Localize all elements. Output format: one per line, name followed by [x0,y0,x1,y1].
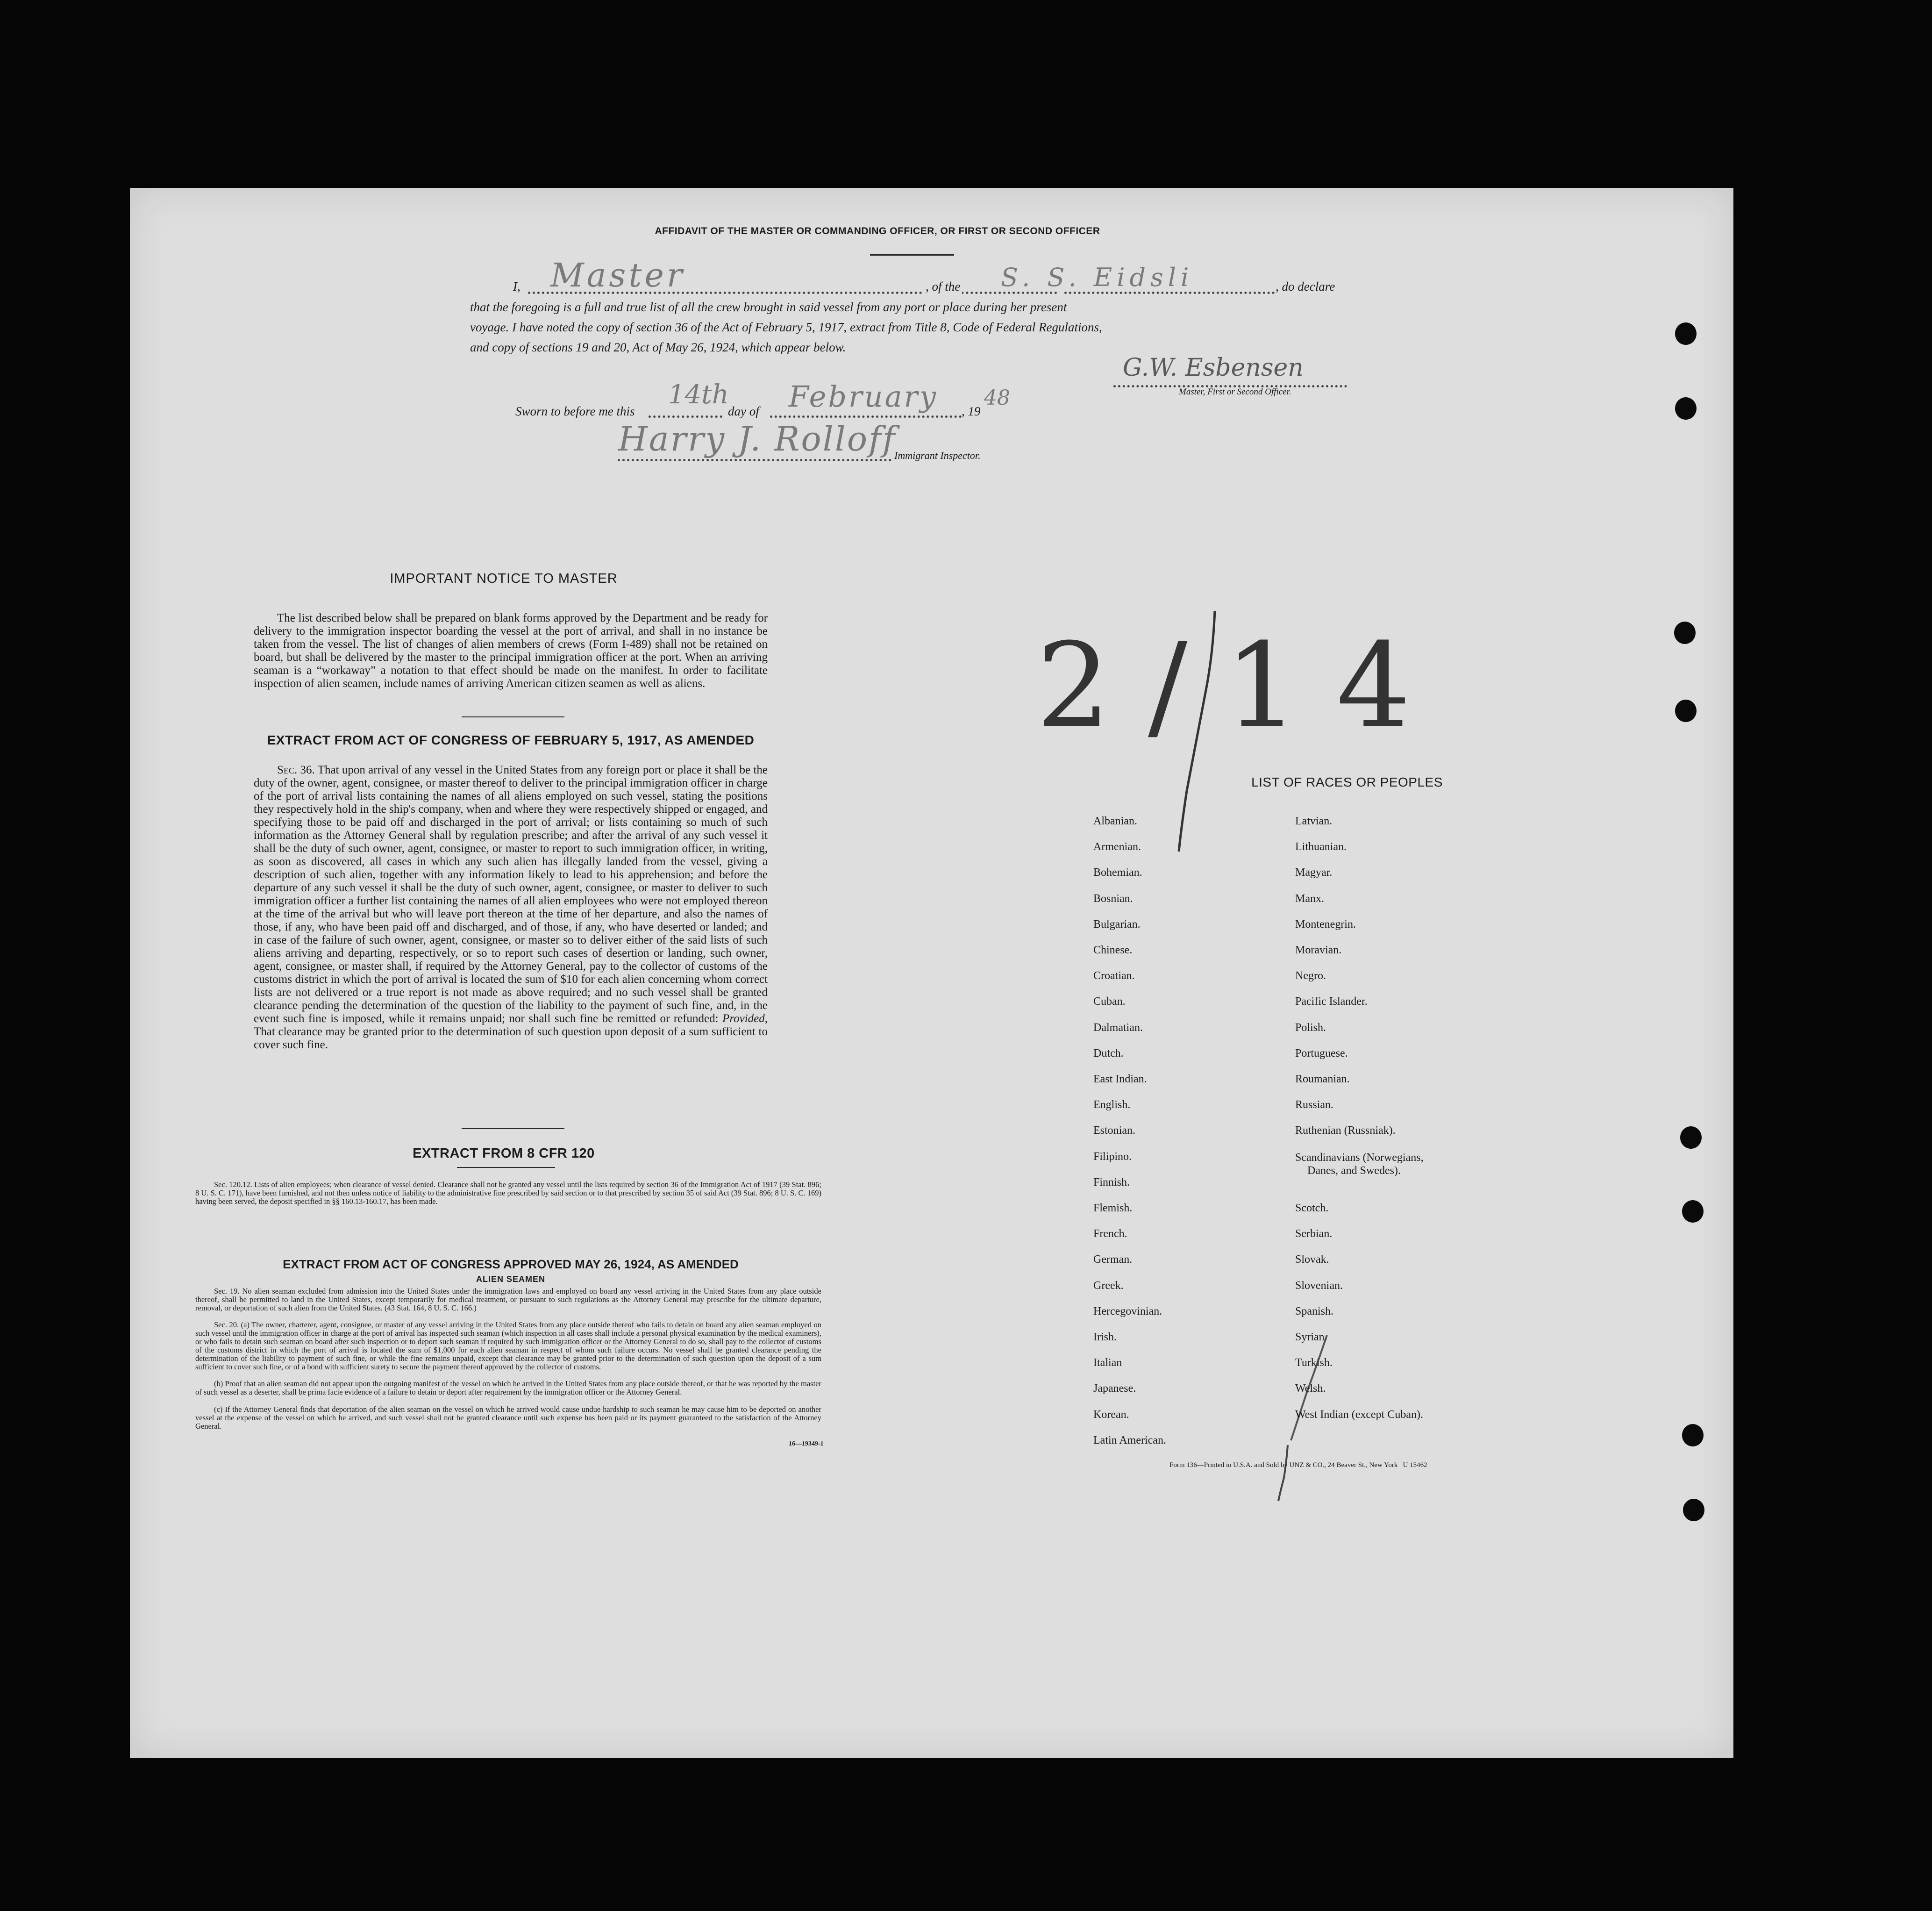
of-the-text: , of the [924,279,962,294]
cfr-heading: EXTRACT FROM 8 CFR 120 [413,1146,595,1161]
race-item-left: Filipino. [1093,1150,1132,1163]
affidavit-heading: AFFIDAVIT OF THE MASTER OR COMMANDING OFFICER, OR FIRST OR SECOND OFFICER [655,226,1100,236]
cfr-divider [457,1167,555,1168]
race-item-left: English. [1093,1099,1131,1111]
race-item-left: Japanese. [1093,1382,1136,1395]
extract-1917-body [254,764,768,1052]
race-item-right: Portuguese. [1295,1047,1348,1059]
year-handwritten: 48 [984,386,1010,410]
race-item-right: Danes, and Swedes). [1307,1164,1401,1177]
extract-1924-heading: EXTRACT FROM ACT OF CONGRESS APPROVED MAY 26, 1924, AS AMENDED [283,1257,739,1271]
race-item-right: Slovenian. [1295,1279,1343,1292]
race-item-left: Dutch. [1093,1047,1124,1059]
race-item-right: Russian. [1295,1099,1334,1111]
race-item-left: Croatian. [1093,970,1135,982]
month-handwritten: February [789,379,938,414]
race-item-left: Cuban. [1093,995,1126,1008]
race-item-left: Dalmatian. [1093,1021,1143,1034]
binder-hole [1683,1499,1704,1521]
race-item-left: Hercegovinian. [1093,1305,1162,1317]
race-item-left: French. [1093,1228,1127,1240]
race-item-left: Irish. [1093,1331,1117,1343]
vessel-name-handwritten: S. S. Eidsli [1001,263,1194,292]
race-item-right: Montenegrin. [1295,918,1356,930]
affidavit-prefix: I, [513,279,520,293]
cfr-body: Sec. 120.12. Lists of alien employees; when clearance of vessel denied. Clearance shall not be granted any vessel until the lists required by section 36 of the Immigration Act of 1917 (39 Stat. 896; 8 U. S. C. 171), have been furnished, and not then unless notice of liability to the administrative fine prescribed by said section or to that prescribed by section 35 of said Act (39 Stat. 896; 8 U. S. C. 169) having been served, the deposit specified in §§ 160.13-160.17, has been made. [195,1180,821,1206]
race-item-left: German. [1093,1253,1133,1266]
do-declare-text: , do declare [1276,279,1335,293]
race-item-right: Lithuanian. [1295,841,1347,853]
race-item-right: Syrian. [1295,1331,1327,1343]
race-item-right: Roumanian. [1295,1073,1350,1085]
race-item-right: Turkish. [1295,1357,1333,1369]
race-item-left: Armenian. [1093,841,1141,853]
master-handwritten: Master [550,256,685,294]
race-item-right: Scandinavians (Norwegians, [1295,1151,1424,1164]
race-item-right: Polish. [1295,1021,1326,1034]
affidavit-document-page [130,188,1733,1758]
race-item-left: Finnish. [1093,1176,1130,1188]
race-item-right: Slovak. [1295,1253,1329,1266]
race-item-right: West Indian (except Cuban). [1295,1408,1423,1421]
alien-seamen-subheading: ALIEN SEAMEN [476,1274,545,1284]
race-item-right: Spanish. [1295,1305,1334,1317]
race-item-right: Negro. [1295,970,1326,982]
form-code: 16—19349-1 [789,1440,824,1447]
day-of-text: day of [728,404,759,418]
extract-divider [462,1128,564,1129]
race-item-right: Latvian. [1295,815,1333,827]
race-item-left: Flemish. [1093,1202,1133,1214]
races-heading: LIST OF RACES OR PEOPLES [1251,775,1443,789]
extract-1917-heading: EXTRACT FROM ACT OF CONGRESS OF FEBRUARY 5, 1917, AS AMENDED [267,733,755,747]
race-item-right: Magyar. [1295,866,1333,879]
race-item-left: Estonian. [1093,1124,1135,1137]
pencil-tick-lower [1278,1445,1288,1501]
sec-20a-text: Sec. 20. (a) The owner, charterer, agent, consignee, or master of any vessel arriving in the United States from any place outside thereof who fails to detain on board any alien seaman employed on such vessel until the immigration officer in charge at the port of arrival has inspected such seaman (which inspection in all cases shall include a personal physical examination by the medical examiners), or who fails to detain such seaman on board after such inspection or to deport such seaman if required by such immigration officer or the Attorney General to do so, shall pay to the collector of customs of the customs district in which the port of arrival is located the sum of $1,000 for each alien seaman in respect of whom such failure occurs. No vessel shall be granted clearance pending the determination of the liability to payment of such fine, or while the fine remains unpaid, except that clearance may be granted prior to the determination of such question upon the deposit of a sum sufficient to cover such fine, or of a bond with sufficient surety to secure the payment thereof approved by the collector of customs. [195,1320,821,1371]
binder-hole [1680,1126,1702,1149]
signature-label: Master, First or Second Officer. [1179,387,1291,397]
day-handwritten: 14th [668,379,729,410]
binder-hole [1682,1200,1704,1223]
race-item-left: Bohemian. [1093,866,1142,879]
notice-body: The list described below shall be prepared on blank forms approved by the Department and be ready for delivery to the immigration inspector boarding the vessel at the port of arrival, and shall in no instance be taken from the vessel. The list of changes of alien members of crews (Form I-489) shall not be retained on board, but shall be delivered by the master to the principal immigration officer at the port. When an arriving seaman is a “workaway” a notation to that effect should be made on the manifest. In order to facilitate inspection of alien seamen, include names of arriving American citizen seamen as well as aliens. [254,612,768,690]
affidavit-line-4: and copy of sections 19 and 20, Act of May 26, 1924, which appear below. [470,340,846,354]
printer-line: Form 136—Printed in U.S.A. and Sold by UNZ & CO., 24 Beaver St., New York U 15462 [1169,1461,1427,1469]
inspector-signature: Harry J. Rolloff [618,419,897,458]
inspector-label: Immigrant Inspector. [894,450,981,461]
binder-hole [1675,700,1697,722]
sec-36-label: Sec. 36. [277,764,315,776]
sworn-prefix: Sworn to before me this [515,404,635,418]
race-item-right: Manx. [1295,892,1324,905]
sec-19-text: Sec. 19. No alien seaman excluded from admission into the United States under the immigration laws and employed on board any vessel arriving in the United States from any place outside thereof, shall be permitted to land in the United States, except temporarily for medical treatment, or pursuant to such regulations as the Attorney General may prescribe for the ultimate departure, removal, or deportation of such alien from the United States. (43 Stat. 164, 8 U. S. C. 166.) [195,1287,821,1312]
master-signature: G.W. Esbensen [1123,354,1304,382]
binder-hole [1674,622,1696,644]
race-item-left: Bulgarian. [1093,918,1141,930]
race-item-left: Korean. [1093,1408,1129,1421]
sec-36-text: That upon arrival of any vessel in the United States from any foreign port or place it shall be the duty of the owner, agent, consignee, or master thereof to deliver to the principal immigration officer in charge of the port of arrival lists containing the names of all aliens employed on such vessel, stating the positions they respectively hold in the ship's company, when and where they were respectively shipped or engaged, and specifying those to be paid off and discharged in the port of arrival; or lists containing so much of such information as the Attorney General shall by regulation prescribe; and after the arrival of any such vessel it shall be the duty of such owner, agent, consignee, or master to report to such immigration officer, in writing, as soon as discovered, all cases in which any such alien has illegally landed from the vessel, giving a description of such alien, together with any information likely to lead to his apprehension; and before the departure of any such vessel it shall be the duty of such owner, agent, consignee, or master to deliver to such immigration officer a further list containing the names of all alien employees who were not employed thereon at the time of the arrival but who will leave port thereon at the time of her departure, and also the names of those, if any, who have been paid off and discharged, and of those, if any, who have deserted or landed; and in case of the failure of such owner, agent, consignee, or master so to deliver either of the said lists of such aliens arriving and departing, respectively, or so to report such cases of desertion or landing, such owner, agent, consignee, or master shall, if required by the Attorney General, pay to the collector of customs of the customs district in which the port of arrival is located the sum of $10 for each alien concerning whom correct lists are not delivered or a true report is not made as above required; and no such vessel shall be granted clearance pending the determination of the question of the liability to the payment of such fine, and, in the event such fine is imposed, while it remains unpaid; nor shall such fine be remitted or refunded: [254,764,768,1025]
race-item-left: Chinese. [1093,944,1133,956]
race-item-left: Bosnian. [1093,892,1133,905]
sec-36-end: That clearance may be granted prior to the determination of such question upon deposit of a sum sufficient to cover such fine. [254,1025,768,1051]
notice-divider [462,716,564,717]
race-item-left: Latin American. [1093,1434,1166,1446]
sec-20b-text: (b) Proof that an alien seaman did not appear upon the outgoing manifest of the vessel on which he arrived in the United States from any place outside thereof, or that he was reported by the master of such vessel as a deserter, shall be prima facie evidence of a failure to detain or deport after requirement by the immigration officer or the Attorney General. [195,1379,821,1396]
provided-text: Provided, [722,1012,768,1025]
race-item-right: Ruthenian (Russniak). [1295,1124,1396,1137]
date-mark-handwritten: 2/14 [1036,618,1448,754]
sec-20c-text: (c) If the Attorney General finds that deportation of the alien seaman on the vessel on which he arrived would cause undue hardship to such seaman he may cause him to be deported on another vessel at the expense of the vessel on which he arrived, and such vessel shall not be granted clearance until such expense has been paid or its payment guaranteed to the satisfaction of the Attorney General. [195,1405,821,1431]
race-item-right: Pacific Islander. [1295,995,1368,1008]
race-item-left: East Indian. [1093,1073,1147,1085]
race-item-right: Welsh. [1295,1382,1326,1395]
year-prefix: , 19 [962,404,981,418]
binder-hole [1675,322,1697,345]
binder-hole [1675,397,1697,420]
race-item-right: Scotch. [1295,1202,1329,1214]
race-item-left: Italian [1093,1357,1122,1369]
race-item-left: Greek. [1093,1279,1124,1292]
race-item-right: Moravian. [1295,944,1342,956]
race-item-right: Serbian. [1295,1228,1333,1240]
race-item-left: Albanian. [1093,815,1137,827]
notice-heading: IMPORTANT NOTICE TO MASTER [390,571,618,586]
binder-hole [1682,1424,1704,1446]
affidavit-line-2: that the foregoing is a full and true list of all the crew brought in said vessel from any port or place during her present [470,300,1067,314]
affidavit-line-3: voyage. I have noted the copy of section 36 of the Act of February 5, 1917, extract from Title 8, Code of Federal Regulations, [470,320,1102,334]
